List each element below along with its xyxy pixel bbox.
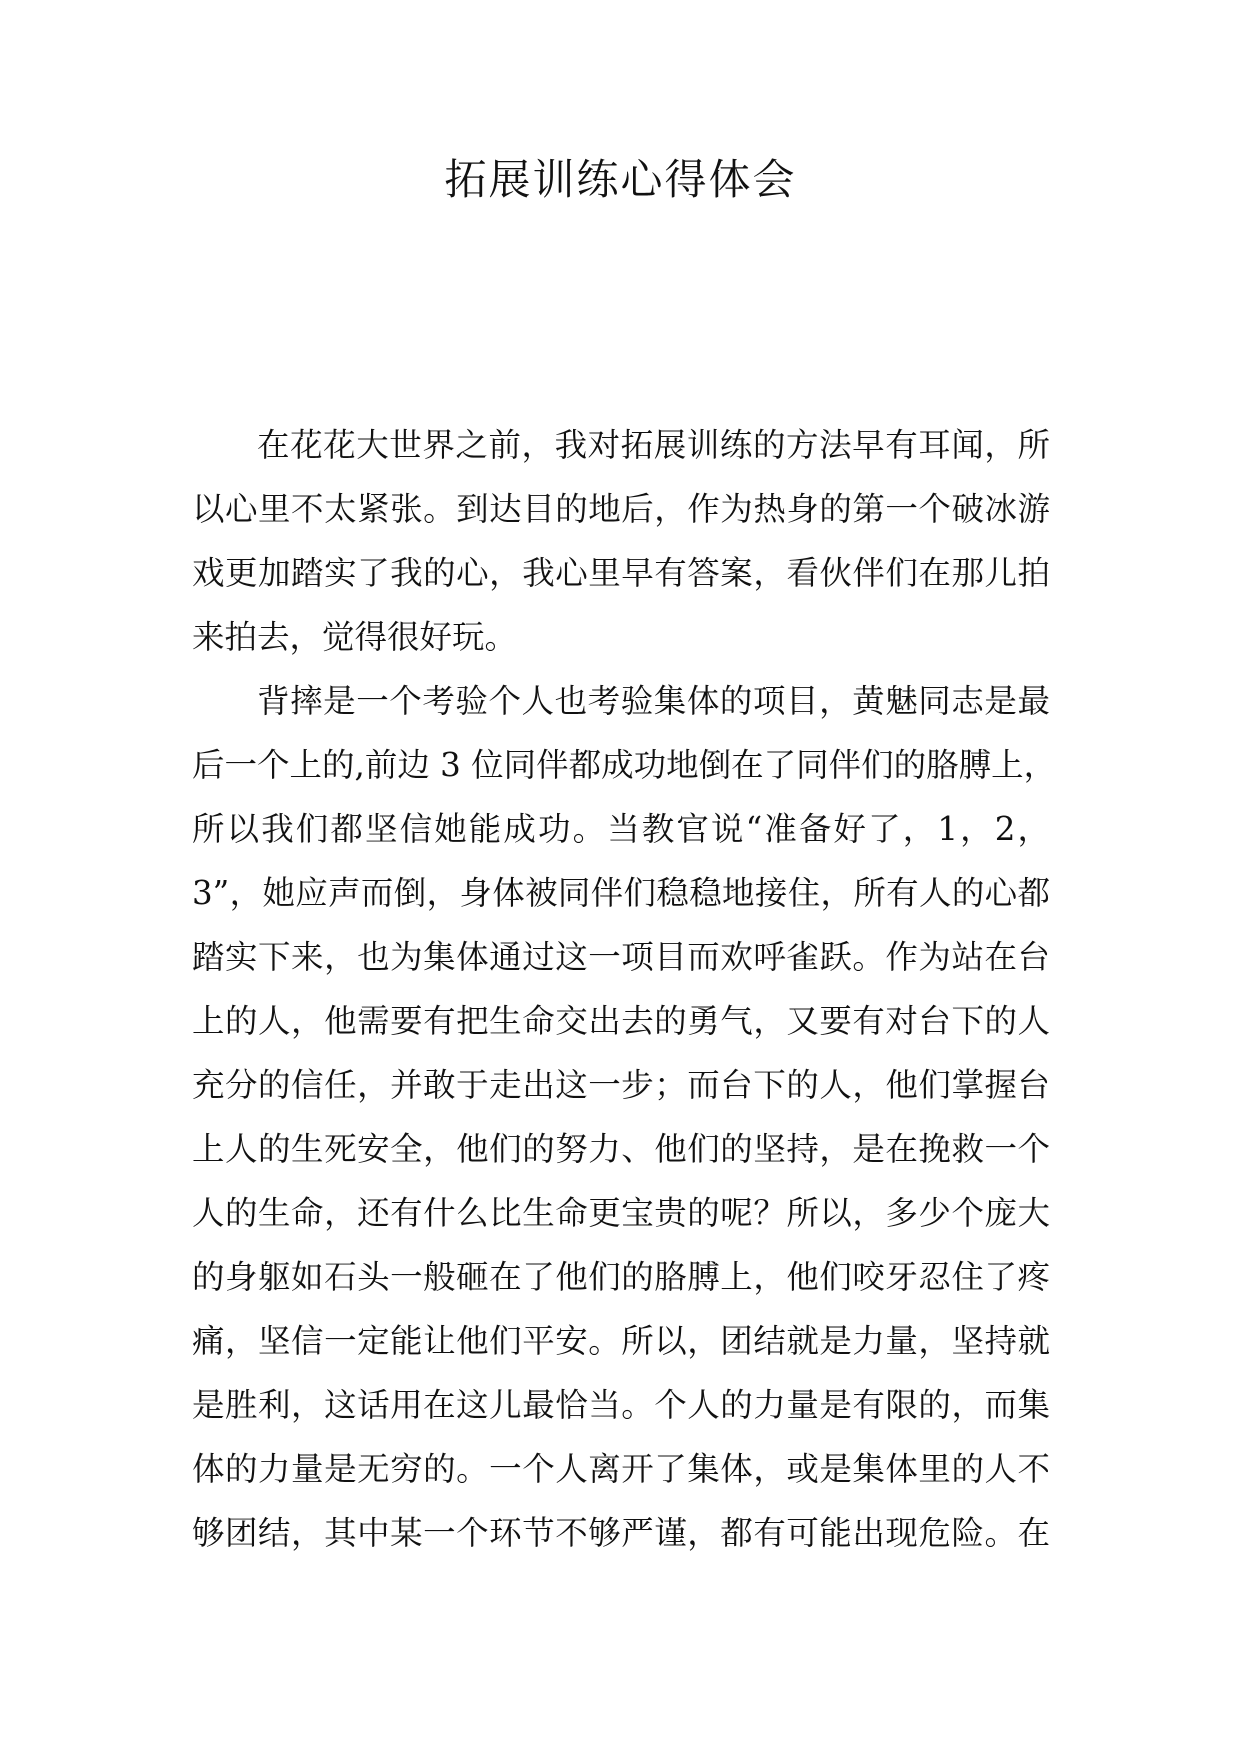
paragraph-1 (192, 413, 1050, 669)
paragraph-2 (192, 669, 1057, 1565)
text-line: 够团结，其中某一个环节不够严谨，都有可能出现危险。在 (192, 1514, 1050, 1552)
page-title: 拓展训练心得体会 (444, 155, 797, 204)
text-line: 背摔是一个考验个人也考验集体的项目，黄魅同志是最 (257, 682, 1050, 720)
text-line: 所以我们都坚信她能成功。当教官说“准备好了，1，2， (192, 810, 1050, 848)
text-line: 痛，坚信一定能让他们平安。所以，团结就是力量，坚持就 (192, 1322, 1050, 1360)
text-line: 3”，她应声而倒，身体被同伴们稳稳地接住，所有人的心都 (192, 874, 1050, 912)
text-line: 来拍去，觉得很好玩。 (192, 618, 518, 656)
text-line: 戏更加踏实了我的心，我心里早有答案，看伙伴们在那儿拍 (192, 554, 1050, 592)
text-line: 上的人，他需要有把生命交出去的勇气，又要有对台下的人 (192, 1002, 1050, 1040)
text-line: 踏实下来，也为集体通过这一项目而欢呼雀跃。作为站在台 (192, 938, 1050, 976)
text-line: 后一个上的,前边 3 位同伴都成功地倒在了同伴们的胳膊上， (192, 746, 1057, 784)
text-line: 的身躯如石头一般砸在了他们的胳膊上，他们咬牙忍住了疼 (192, 1258, 1050, 1296)
text-line: 在花花大世界之前，我对拓展训练的方法早有耳闻，所 (257, 426, 1050, 464)
text-line: 充分的信任，并敢于走出这一步；而台下的人，他们掌握台 (192, 1066, 1050, 1104)
document-body (192, 413, 1057, 1565)
text-line: 人的生命，还有什么比生命更宝贵的呢？所以，多少个庞大 (192, 1194, 1050, 1232)
text-line: 上人的生死安全，他们的努力、他们的坚持，是在挽救一个 (192, 1130, 1050, 1168)
text-line: 是胜利，这话用在这儿最恰当。个人的力量是有限的，而集 (192, 1386, 1050, 1424)
text-line: 以心里不太紧张。到达目的地后，作为热身的第一个破冰游 (192, 490, 1050, 528)
text-line: 体的力量是无穷的。一个人离开了集体，或是集体里的人不 (192, 1450, 1050, 1488)
